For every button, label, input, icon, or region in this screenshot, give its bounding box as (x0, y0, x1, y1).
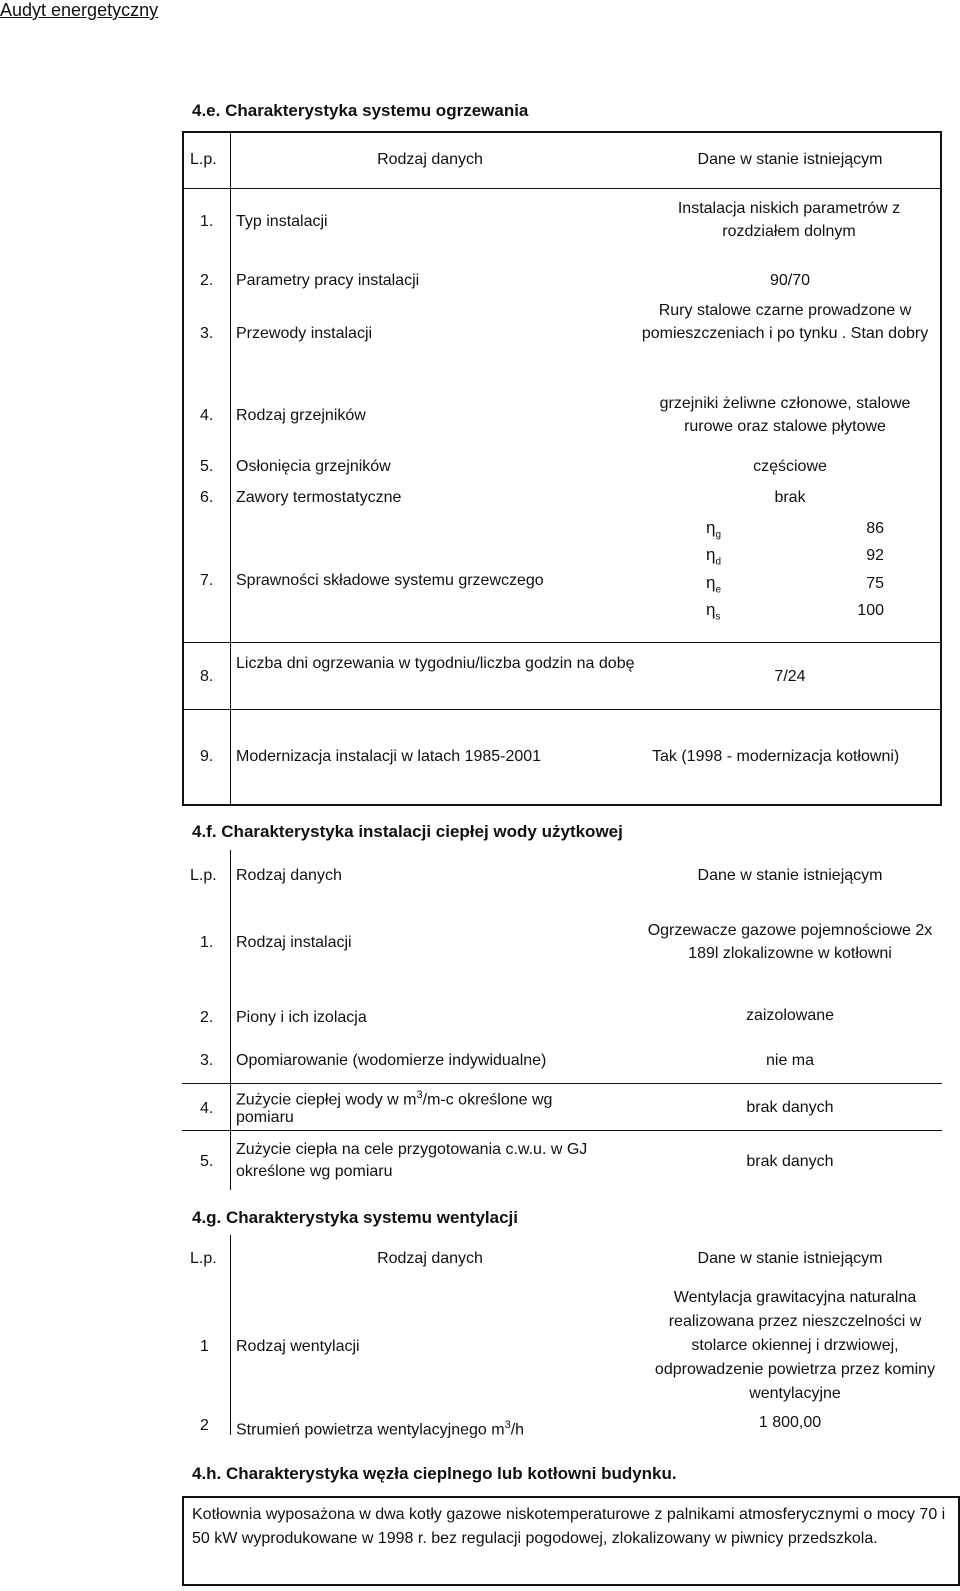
heating-section-title: 4.e. Charakterystyka systemu ogrzewania (192, 101, 529, 120)
heating-row-1-lp: 1. (200, 213, 214, 230)
heating-row-3-lp: 3. (200, 325, 214, 342)
heating-row-6-value: brak (774, 489, 806, 506)
hot-water-row-4-label-line2: pomiaru (236, 1109, 294, 1126)
heating-row-2-label: Parametry pracy instalacji (236, 272, 420, 289)
heating-row-5-lp: 5. (200, 458, 214, 475)
hot-water-row-1-lp: 1. (200, 934, 214, 951)
heating-row-8-value: 7/24 (774, 668, 806, 685)
heating-row-3-value: Rury stalowe czarne prowadzone w pomieszczeniach i po tynku . Stan dobry (641, 302, 929, 342)
ventilation-col-type: Rodzaj danych (377, 1250, 483, 1267)
heating-row-5-label: Osłonięcia grzejników (236, 458, 391, 475)
hot-water-row-4-lp: 4. (200, 1100, 214, 1117)
eta-e-symbol: $\eta_e$ (706, 573, 722, 596)
heating-row-4-value: grzejniki żeliwne członowe, stalowe rurowe oraz stalowe płytowe (659, 395, 911, 435)
heating-row-8-lp: 8. (200, 668, 214, 685)
eta-s-symbol: $\eta_s$ (706, 600, 721, 623)
eta-g-value: 86 (866, 520, 884, 537)
heating-row-6-lp: 6. (200, 489, 214, 506)
heating-row-9-lp: 9. (200, 748, 214, 765)
ventilation-row-2-lp: 2 (200, 1417, 209, 1434)
eta-e-value: 75 (866, 575, 884, 592)
heating-row-8-bottom-rule (182, 709, 942, 710)
hot-water-row-3-label: Opomiarowanie (wodomierze indywidualne) (236, 1052, 547, 1069)
document-header: Audyt energetyczny (0, 0, 159, 20)
ventilation-table-divider (230, 1235, 231, 1435)
hot-water-row-4-label: Zużycie ciepłej wody w $m^3/m-c$ określone wg (236, 1089, 553, 1109)
ventilation-row-1-label: Rodzaj wentylacji (236, 1338, 360, 1355)
ventilation-row-1-value: Wentylacja grawitacyjna naturalna realizowana przez nieszczelności w stolarce okiennej i drzwiowej, odprowadzenie powietrza przez kominy wentylacyjne (654, 1289, 936, 1402)
hot-water-row-4-value: brak danych (746, 1099, 834, 1116)
heating-row-4-label: Rodzaj grzejników (236, 407, 366, 424)
heating-row-6-label: Zawory termostatyczne (236, 489, 402, 506)
hot-water-col-data: Dane w stanie istniejącym (697, 867, 883, 884)
heating-col-data: Dane w stanie istniejącym (697, 151, 883, 168)
ventilation-row-1-lp: 1 (200, 1338, 209, 1355)
hot-water-row-rule-2 (182, 1130, 942, 1131)
hot-water-row-5-label-line2: określone wg pomiaru (236, 1163, 393, 1180)
heating-col-type: Rodzaj danych (377, 151, 483, 168)
eta-d-symbol: $\eta_d$ (706, 545, 722, 568)
heating-row-8-label: Liczba dni ogrzewania w tygodniu/liczba godzin na dobę (236, 655, 635, 672)
hot-water-row-5-lp: 5. (200, 1153, 214, 1170)
hot-water-table-divider (230, 850, 231, 1190)
hot-water-row-1-label: Rodzaj instalacji (236, 934, 352, 951)
ventilation-section-title: 4.g. Charakterystyka systemu wentylacji (192, 1208, 518, 1227)
hot-water-row-3-lp: 3. (200, 1052, 214, 1069)
hot-water-section-title: 4.f. Charakterystyka instalacji ciepłej wody użytkowej (192, 822, 623, 841)
boiler-section-title: 4.h. Charakterystyka węzła cieplnego lub kotłowni budynku. (192, 1464, 677, 1483)
heating-row-7-lp: 7. (200, 572, 214, 589)
hot-water-row-5-label: Zużycie ciepła na cele przygotowania c.w.u. w GJ (236, 1141, 588, 1158)
hot-water-row-1-value: Ogrzewacze gazowe pojemnościowe 2x 189l zlokalizowne w kotłowni (647, 922, 933, 962)
heating-row-8-divider (230, 642, 231, 710)
ventilation-col-lp: L.p. (190, 1250, 217, 1267)
heating-row-2-lp: 2. (200, 272, 214, 289)
heating-table-header-rule (182, 188, 942, 189)
heating-row-4-lp: 4. (200, 407, 214, 424)
hot-water-row-2-label: Piony i ich izolacja (236, 1009, 367, 1026)
heating-col-lp: L.p. (190, 151, 217, 168)
heating-row-2-value: 90/70 (769, 272, 811, 289)
ventilation-row-2-label: Strumień powietrza wentylacyjnego $m^3/h$ (236, 1419, 525, 1439)
heating-row-1-label: Typ instalacji (236, 213, 328, 230)
heating-row-1-value: Instalacja niskich parametrów z rozdziałem dolnym (677, 200, 901, 240)
hot-water-row-3-value: nie ma (765, 1052, 815, 1069)
hot-water-col-lp: L.p. (190, 867, 217, 884)
hot-water-row-2-lp: 2. (200, 1009, 214, 1026)
heating-row-7-label: Sprawności składowe systemu grzewczego (236, 572, 544, 589)
hot-water-row-2-value: zaizolowane (745, 1007, 835, 1024)
heating-row-9-label: Modernizacja instalacji w latach 1985-2001 (236, 748, 542, 765)
heating-row-5-value: częściowe (753, 458, 827, 475)
eta-g-symbol: $\eta_g$ (706, 518, 722, 541)
heating-row-3-label: Przewody instalacji (236, 325, 373, 342)
ventilation-row-2-value: 1 800,00 (758, 1414, 822, 1431)
eta-s-value: 100 (857, 602, 884, 619)
heating-row-8-top-rule (182, 642, 942, 643)
eta-d-value: 92 (866, 547, 884, 564)
hot-water-row-5-value: brak danych (746, 1153, 834, 1170)
boiler-description: Kotłownia wyposażona w dwa kotły gazowe niskotemperaturowe z palnikami atmosferycznymi o mocy 70 i 50 kW wyprodukowane w 1998 r. bez regulacji pogodowej, zlokalizowany w piwnicy przedszkola. (192, 1506, 946, 1547)
ventilation-col-data: Dane w stanie istniejącym (697, 1250, 883, 1267)
heating-row-9-value: Tak (1998 - modernizacja kotłowni) (652, 748, 900, 765)
hot-water-col-type: Rodzaj danych (236, 867, 342, 884)
